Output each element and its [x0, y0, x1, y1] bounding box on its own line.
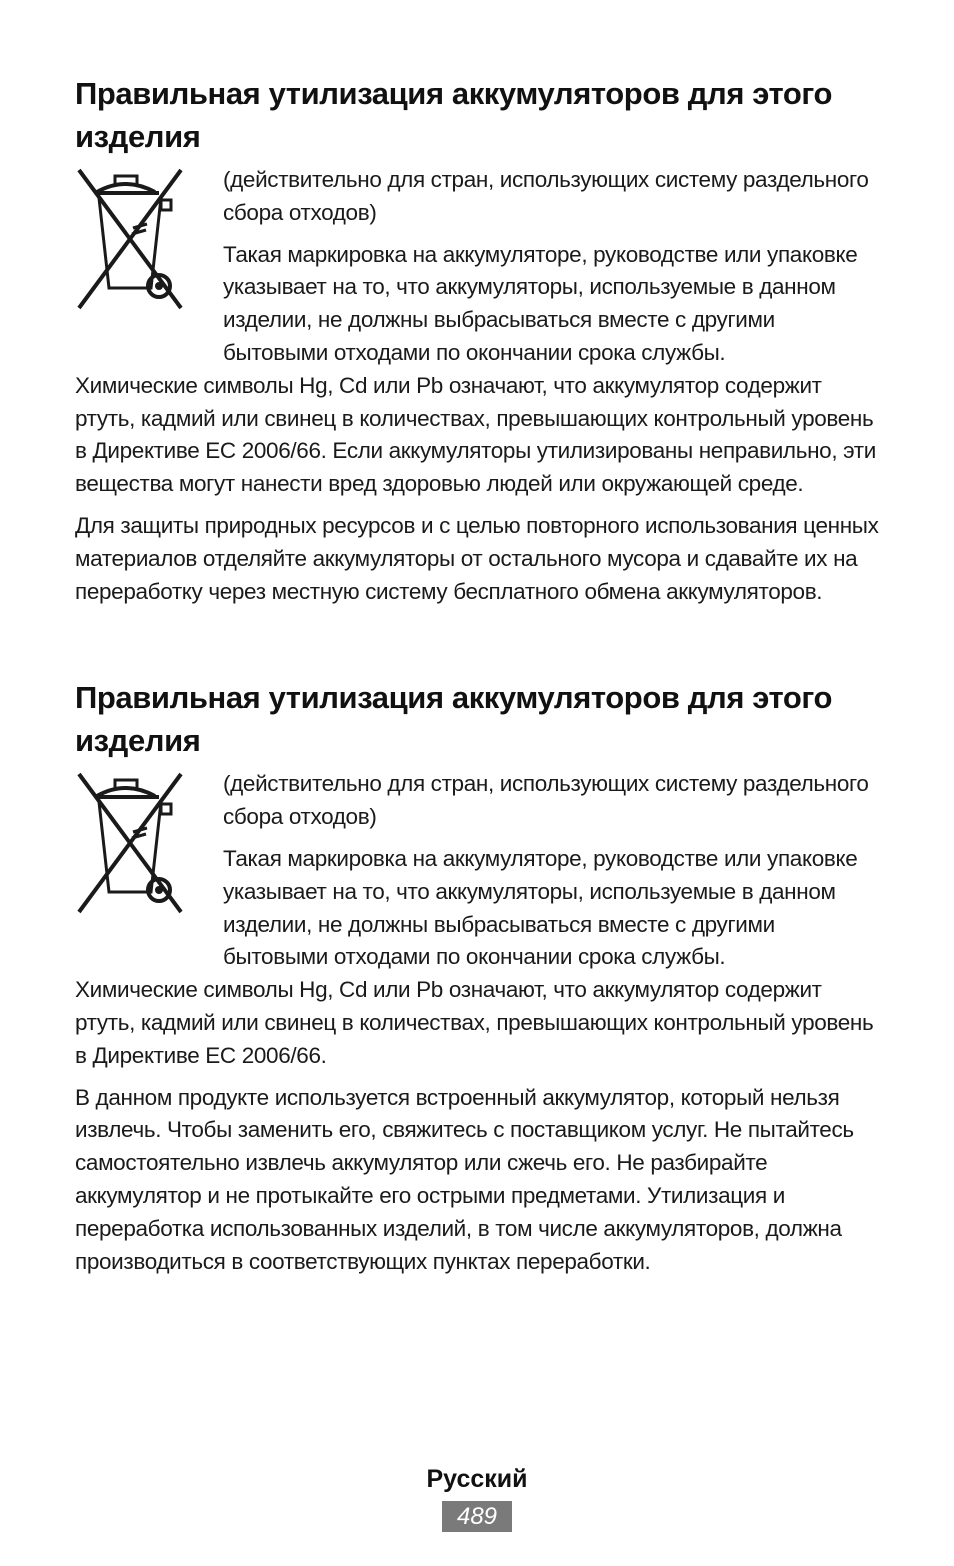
intro-text — [223, 164, 881, 370]
section-paragraph: Для защиты природных ресурсов и с целью повторного использования ценных материалов отделяйте аккумуляторы от остального мусора и сдавайте их на переработку через местную систему бесплатного обмена аккумуляторов. — [75, 512, 879, 604]
battery-disposal-section-2 — [75, 676, 881, 1278]
crossed-out-wheelie-bin-icon — [75, 166, 185, 312]
section-intro — [75, 164, 881, 370]
crossed-out-wheelie-bin-icon — [75, 770, 185, 916]
footer-language: Русский — [426, 1465, 528, 1493]
section-title: Правильная утилизация аккумуляторов для этого изделия — [75, 680, 833, 759]
section-title: Правильная утилизация аккумуляторов для этого изделия — [75, 76, 833, 154]
document-page — [75, 72, 881, 1287]
battery-disposal-section-1 — [75, 72, 881, 608]
page-number-badge: 489 — [442, 1501, 512, 1532]
page-footer — [0, 1461, 954, 1532]
section-intro-paragraph: Такая маркировка на аккумуляторе, руководстве или упаковке указывает на то, что аккумуляторы, используемые в данном изделии, не должны выбрасываться вместе с другими бытовыми отходами по окончании срока службы. — [223, 241, 858, 365]
section-subtitle: (действительно для стран, использующих систему раздельного сбора отходов) — [223, 167, 869, 225]
section-paragraph: Химические символы Hg, Cd или Pb означают, что аккумулятор содержит ртуть, кадмий или свинец в количествах, превышающих контрольный уровень в Директиве ЕС 2006/66. Если аккумуляторы утилизированы неправильно, эти вещества могут нанести вред здоровью людей или окружающей среде. — [75, 372, 876, 497]
section-intro — [75, 768, 881, 974]
section-intro-paragraph: Такая маркировка на аккумуляторе, руководстве или упаковке указывает на то, что аккумуляторы, используемые в данном изделии, не должны выбрасываться вместе с другими бытовыми отходами по окончании срока службы. — [223, 845, 858, 970]
section-paragraph: В данном продукте используется встроенный аккумулятор, который нельзя извлечь. Чтобы заменить его, свяжитесь с поставщиком услуг. Не пытайтесь самостоятельно извлечь аккумулятор или сжечь его. Не разбирайте аккумулятор и не протыкайте его острыми предметами. Утилизация и переработка использованных изделий, в том числе аккумуляторов, должна производиться в соответствующих пунктах переработки. — [75, 1084, 854, 1274]
section-subtitle: (действительно для стран, использующих систему раздельного сбора отходов) — [223, 771, 869, 830]
intro-text — [223, 768, 881, 974]
section-paragraph: Химические символы Hg, Cd или Pb означают, что аккумулятор содержит ртуть, кадмий или свинец в количествах, превышающих контрольный уровень в Директиве ЕС 2006/66. — [75, 977, 874, 1068]
